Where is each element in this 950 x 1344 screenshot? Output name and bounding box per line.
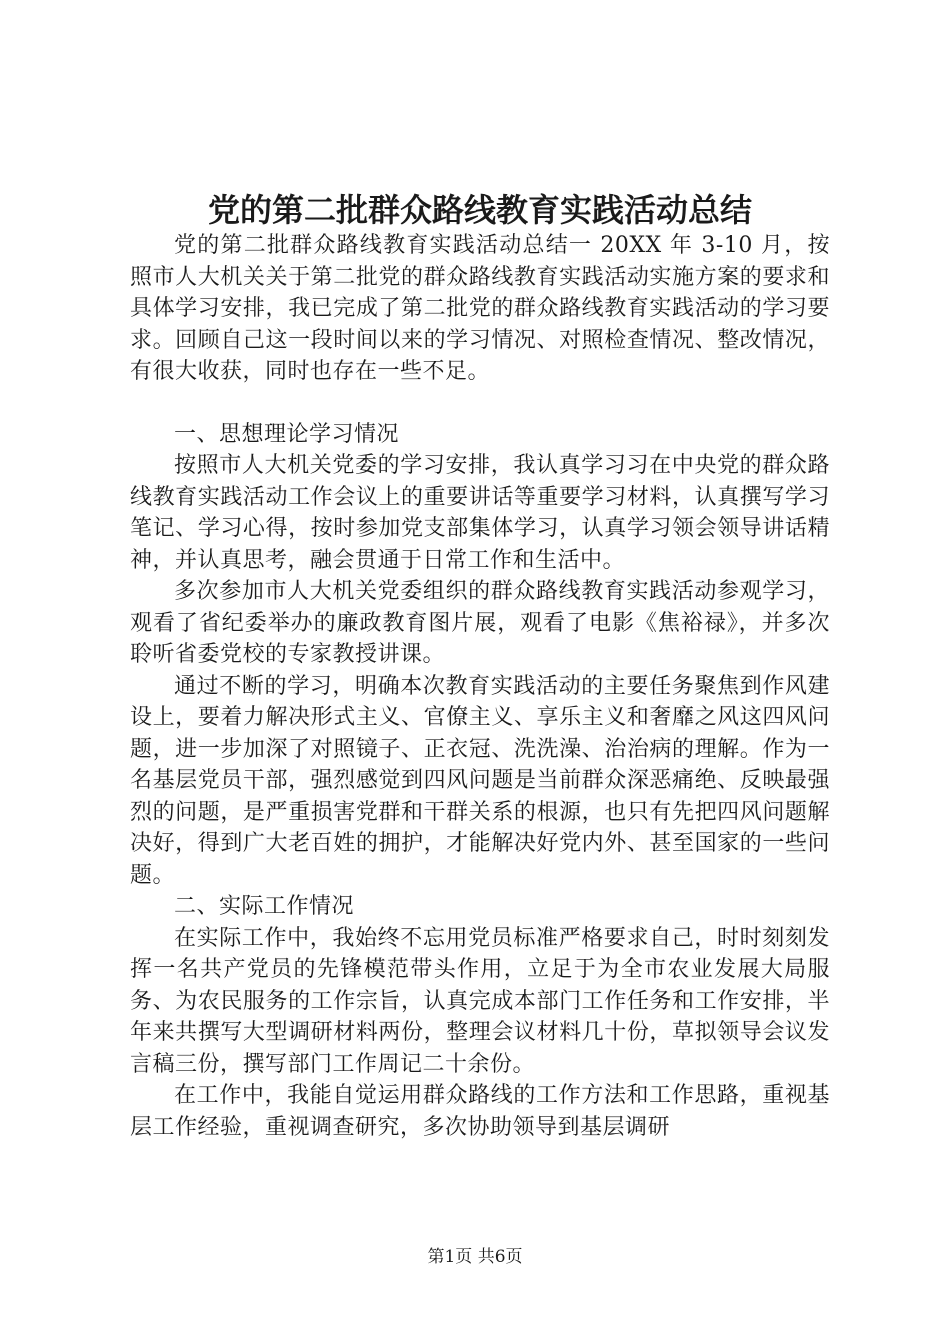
paragraph-study-outcomes: 通过不断的学习，明确本次教育实践活动的主要任务聚焦到作风建设上，要着力解决形式主义、官僚主义、享乐主义和奢靡之风这四风问题，进一步加深了对照镜子、正衣冠、洗洗澡、治治病的理解。作为一名基层党员干部，强烈感觉到四风问题是当前群众深恶痛绝、反映最强烈的问题，是严重损害党群和干群关系的根源，也只有先把四风问题解决好，得到广大老百姓的拥护，才能解决好党内外、甚至国家的一些问题。 <box>130 673 830 888</box>
paragraph-practical-work: 在实际工作中，我始终不忘用党员标准严格要求自己，时时刻刻发挥一名共产党员的先锋模范带头作用，立足于为全市农业发展大局服务、为农民服务的工作宗旨，认真完成本部门工作任务和工作安排，半年来共撰写大型调研材料两份，整理会议材料几十份，草拟领导会议发言稿三份，撰写部门工作周记二十余份。 <box>130 925 830 1077</box>
paragraph-mass-line-method: 在工作中，我能自觉运用群众路线的工作方法和工作思路，重视基层工作经验，重视调查研究，多次协助领导到基层调研 <box>130 1083 830 1140</box>
paragraph-study-arrangement: 按照市人大机关党委的学习安排，我认真学习习在中央党的群众路线教育实践活动工作会议上的重要讲话等重要学习材料，认真撰写学习笔记、学习心得，按时参加党支部集体学习，认真学习领会领导讲话精神，并认真思考，融会贯通于日常工作和生活中。 <box>130 453 830 573</box>
section-heading-theory-study: 一、思想理论学习情况 <box>174 421 400 447</box>
paragraph-intro: 党的第二批群众路线教育实践活动总结一 20XX 年 3-10 月，按照市人大机关关于第二批党的群众路线教育实践活动实施方案的要求和具体学习安排，我已完成了第二批党的群众路线教育实践活动的学习要求。回顾自己这一段时间以来的学习情况、对照检查情况、整改情况，有很大收获，同时也存在一些不足。 <box>130 233 830 384</box>
page-number-footer: 第1页 共6页 <box>427 1247 523 1267</box>
document-title: 党的第二批群众路线教育实践活动总结 <box>207 191 752 229</box>
document-page <box>130 0 830 1344</box>
section-heading-practical-work: 二、实际工作情况 <box>174 894 355 919</box>
document-body <box>130 230 830 1143</box>
paragraph-study-visits: 多次参加市人大机关党委组织的群众路线教育实践活动参观学习，观看了省纪委举办的廉政教育图片展，观看了电影《焦裕禄》，并多次聆听省委党校的专家教授讲课。 <box>130 579 830 667</box>
